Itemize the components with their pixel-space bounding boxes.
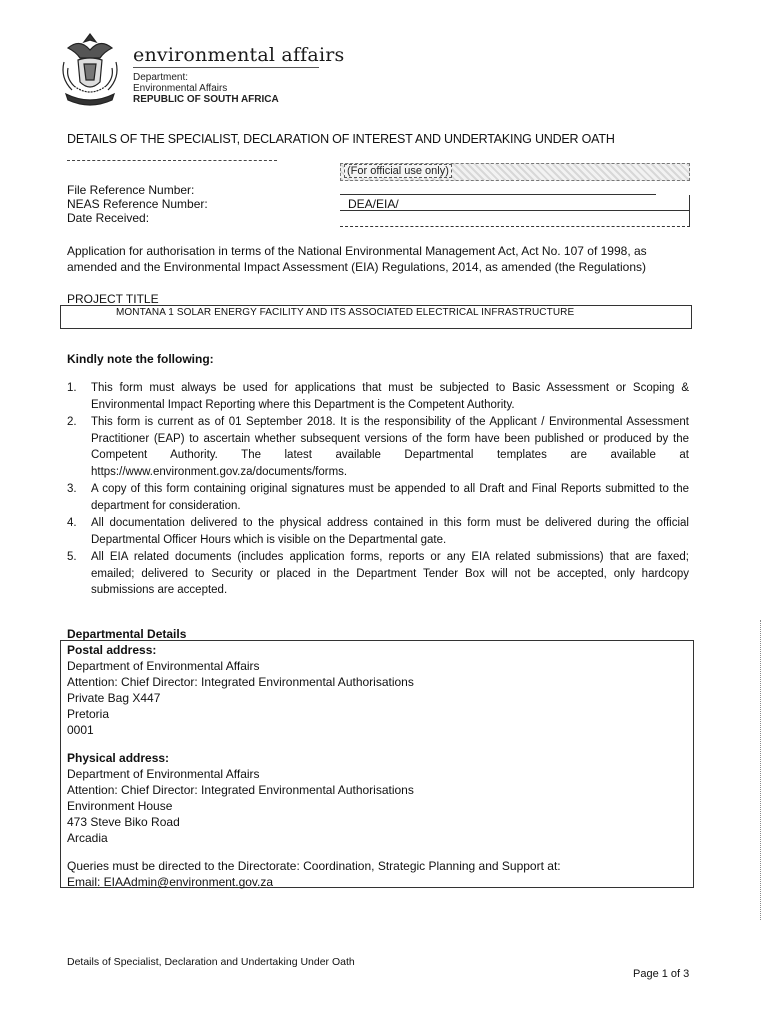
physical-line: Environment House	[67, 799, 173, 813]
postal-line: 0001	[67, 723, 94, 737]
physical-line: Attention: Chief Director: Integrated Environmental Authorisations	[67, 783, 414, 797]
divider	[67, 160, 277, 161]
application-text: Application for authorisation in terms of the National Environmental Management Act, Act No. 107 of 1998, as amended and the Environmental Impact Assessment (EIA) Regulations, 2014, as amended (the Regulations)	[67, 244, 647, 274]
notes-heading: Kindly note the following:	[67, 352, 214, 366]
list-item-number: 4.	[67, 517, 77, 529]
official-use-label: (For official use only)	[344, 164, 452, 178]
project-title-value: MONTANA 1 SOLAR ENERGY FACILITY AND ITS ASSOCIATED ELECTRICAL INFRASTRUCTURE	[116, 307, 575, 318]
physical-line: Arcadia	[67, 831, 108, 845]
list-item-number: 3.	[67, 483, 77, 495]
postal-line: Private Bag X447	[67, 691, 161, 705]
neas-reference-line	[340, 210, 690, 211]
list-item-number: 1.	[67, 382, 77, 394]
scan-margin-marks	[760, 620, 763, 920]
date-received-line	[340, 226, 690, 227]
physical-address-heading: Physical address:	[67, 751, 170, 765]
list-item-number: 5.	[67, 551, 77, 563]
list-item-text: All EIA related documents (includes application forms, reports or any EIA related submissions) that are faxed; emailed; delivered to Security or placed in the Department Tender Box will not be accepted, only hardcopy submissions are accepted.	[91, 551, 689, 596]
list-item	[67, 549, 689, 599]
departmental-details-heading: Departmental Details	[67, 627, 187, 641]
document-title: DETAILS OF THE SPECIALIST, DECLARATION OF INTEREST AND UNDERTAKING UNDER OATH	[67, 132, 615, 146]
postal-line: Pretoria	[67, 707, 110, 721]
dept-line-2: Environmental Affairs	[133, 83, 228, 94]
footer-document-name: Details of Specialist, Declaration and Undertaking Under Oath	[67, 956, 355, 968]
file-reference-line	[340, 194, 656, 195]
queries-text: Queries must be directed to the Directorate: Coordination, Strategic Planning and Support at:	[67, 859, 561, 873]
dept-line-3: REPUBLIC OF SOUTH AFRICA	[133, 94, 279, 105]
list-item	[67, 515, 689, 548]
physical-line: Department of Environmental Affairs	[67, 767, 260, 781]
file-reference-label: File Reference Number:	[67, 183, 195, 197]
list-item-text: All documentation delivered to the physical address contained in this form must be delivered during the official Departmental Officer Hours which is visible on the Departmental gate.	[91, 517, 689, 546]
physical-line: 473 Steve Biko Road	[67, 815, 180, 829]
postal-line: Attention: Chief Director: Integrated Environmental Authorisations	[67, 675, 414, 689]
org-name: environmental affairs	[133, 44, 345, 66]
page-number: Page 1 of 3	[633, 968, 690, 980]
neas-reference-value: DEA/EIA/	[348, 197, 399, 211]
postal-address-heading: Postal address:	[67, 643, 157, 657]
list-item-text: This form must always be used for applications that must be subjected to Basic Assessment or Scoping & Environmental Impact Reporting where this Department is the Competent Authority.	[91, 382, 689, 411]
list-item	[67, 380, 689, 413]
email-text: Email: EIAAdmin@environment.gov.za	[67, 875, 274, 889]
official-box-edge	[689, 195, 690, 227]
list-item-number: 2.	[67, 416, 77, 428]
postal-line: Department of Environmental Affairs	[67, 659, 260, 673]
dept-line-1: Department:	[133, 72, 189, 83]
date-received-label: Date Received:	[67, 211, 150, 225]
org-name-underline	[133, 67, 319, 68]
list-item	[67, 481, 689, 514]
coat-of-arms-icon	[54, 28, 126, 108]
notes-list	[67, 380, 689, 600]
list-item-text: A copy of this form containing original signatures must be appended to all Draft and Final Reports submitted to the department for consideration.	[91, 483, 689, 512]
list-item	[67, 414, 689, 480]
project-title-heading: PROJECT TITLE	[67, 292, 159, 306]
neas-reference-label: NEAS Reference Number:	[67, 197, 208, 211]
list-item-text: This form is current as of 01 September 2018. It is the responsibility of the Applicant / Environmental Assessment Practitioner (EAP) to ascertain whether subsequent versions of the form have been published or produced by the Competent Authority. The latest available Departmental templates are available at https://www.environment.gov.za/documents/forms.	[91, 416, 689, 478]
